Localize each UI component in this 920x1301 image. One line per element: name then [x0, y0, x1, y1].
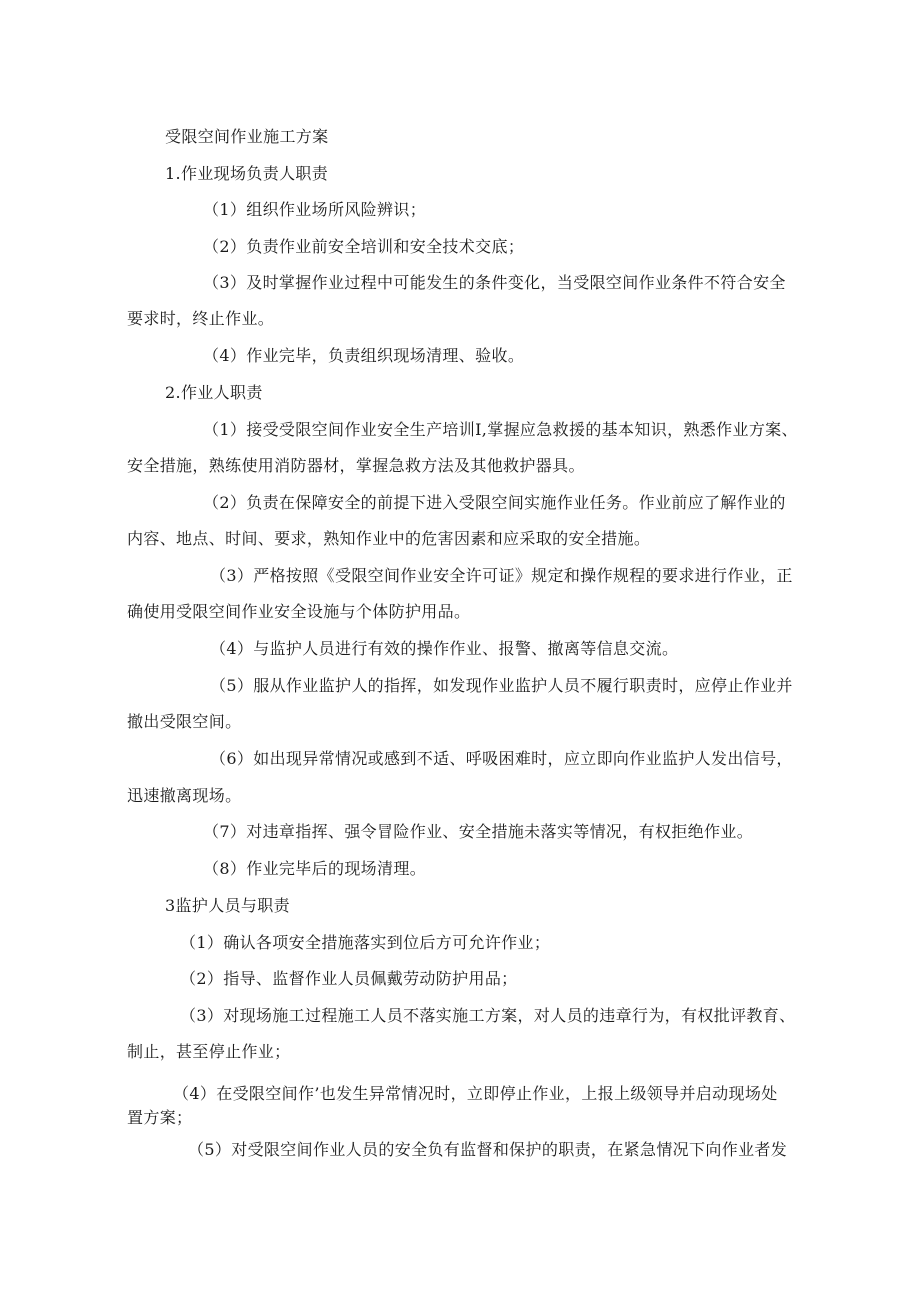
paragraph-line: （5）对受限空间作业人员的安全负有监督和保护的职责，在紧急情况下向作业者发 [188, 1140, 788, 1159]
paragraph-line: 制止，甚至停止作业； [127, 1042, 291, 1061]
paragraph-line: （1）接受受限空间作业安全生产培训I,掌握应急救援的基本知识，熟悉作业方案、 [203, 420, 798, 439]
paragraph-line: （2）负责在保障安全的前提下进入受限空间实施作业任务。作业前应了解作业的 [203, 493, 786, 512]
section-heading: 3监护人员与职责 [165, 896, 290, 915]
paragraph-line: 安全措施，熟练使用消防器材，掌握急救方法及其他救护器具。 [127, 456, 585, 475]
paragraph-line: （4）在受限空间作’也发生异常情况时，立即停止作业，上报上级领导并启动现场处 [173, 1084, 778, 1103]
paragraph-line: （7）对违章指挥、强令冒险作业、安全措施未落实等情况，有权拒绝作业。 [203, 822, 754, 841]
paragraph-line: （2）指导、监督作业人员佩戴劳动防护用品； [180, 969, 518, 988]
document-title: 受限空间作业施工方案 [165, 127, 329, 146]
paragraph-line: （5）服从作业监护人的指挥，如发现作业监护人员不履行职责时，应停止作业并 [210, 676, 793, 695]
paragraph-line: （3）及时掌握作业过程中可能发生的条件变化，当受限空间作业条件不符合安全 [203, 273, 786, 292]
paragraph-line: 置方案； [127, 1108, 193, 1127]
paragraph-line: 撤出受限空间。 [127, 712, 242, 731]
paragraph-line: （6）如出现异常情况或感到不适、呼吸困难时，应立即向作业监护人发出信号， [210, 749, 793, 768]
section-heading: 1.作业现场负责人职责 [165, 164, 329, 183]
section-heading: 2.作业人职责 [165, 383, 263, 402]
paragraph-line: 内容、地点、时间、要求，熟知作业中的危害因素和应采取的安全措施。 [127, 529, 651, 548]
paragraph-line: （4）作业完毕，负责组织现场清理、验收。 [203, 346, 525, 365]
paragraph-line: （1）确认各项安全措施落实到位后方可允许作业； [180, 933, 551, 952]
paragraph-line: （8）作业完毕后的现场清理。 [203, 859, 427, 878]
paragraph-line: （3）严格按照《受限空间作业安全许可证》规定和操作规程的要求进行作业，正 [210, 566, 793, 585]
paragraph-line: （1）组织作业场所风险辨识； [203, 200, 427, 219]
paragraph-line: （4）与监护人员进行有效的操作作业、报警、撤离等信息交流。 [210, 639, 679, 658]
paragraph-line: 确使用受限空间作业安全设施与个体防护用品。 [127, 602, 471, 621]
paragraph-line: 要求时，终止作业。 [127, 309, 275, 328]
paragraph-line: （2）负责作业前安全培训和安全技术交底； [203, 237, 525, 256]
paragraph-line: （3）对现场施工过程施工人员不落实施工方案，对人员的违章行为，有权批评教育、 [180, 1006, 796, 1025]
paragraph-line: 迅速撤离现场。 [127, 786, 242, 805]
